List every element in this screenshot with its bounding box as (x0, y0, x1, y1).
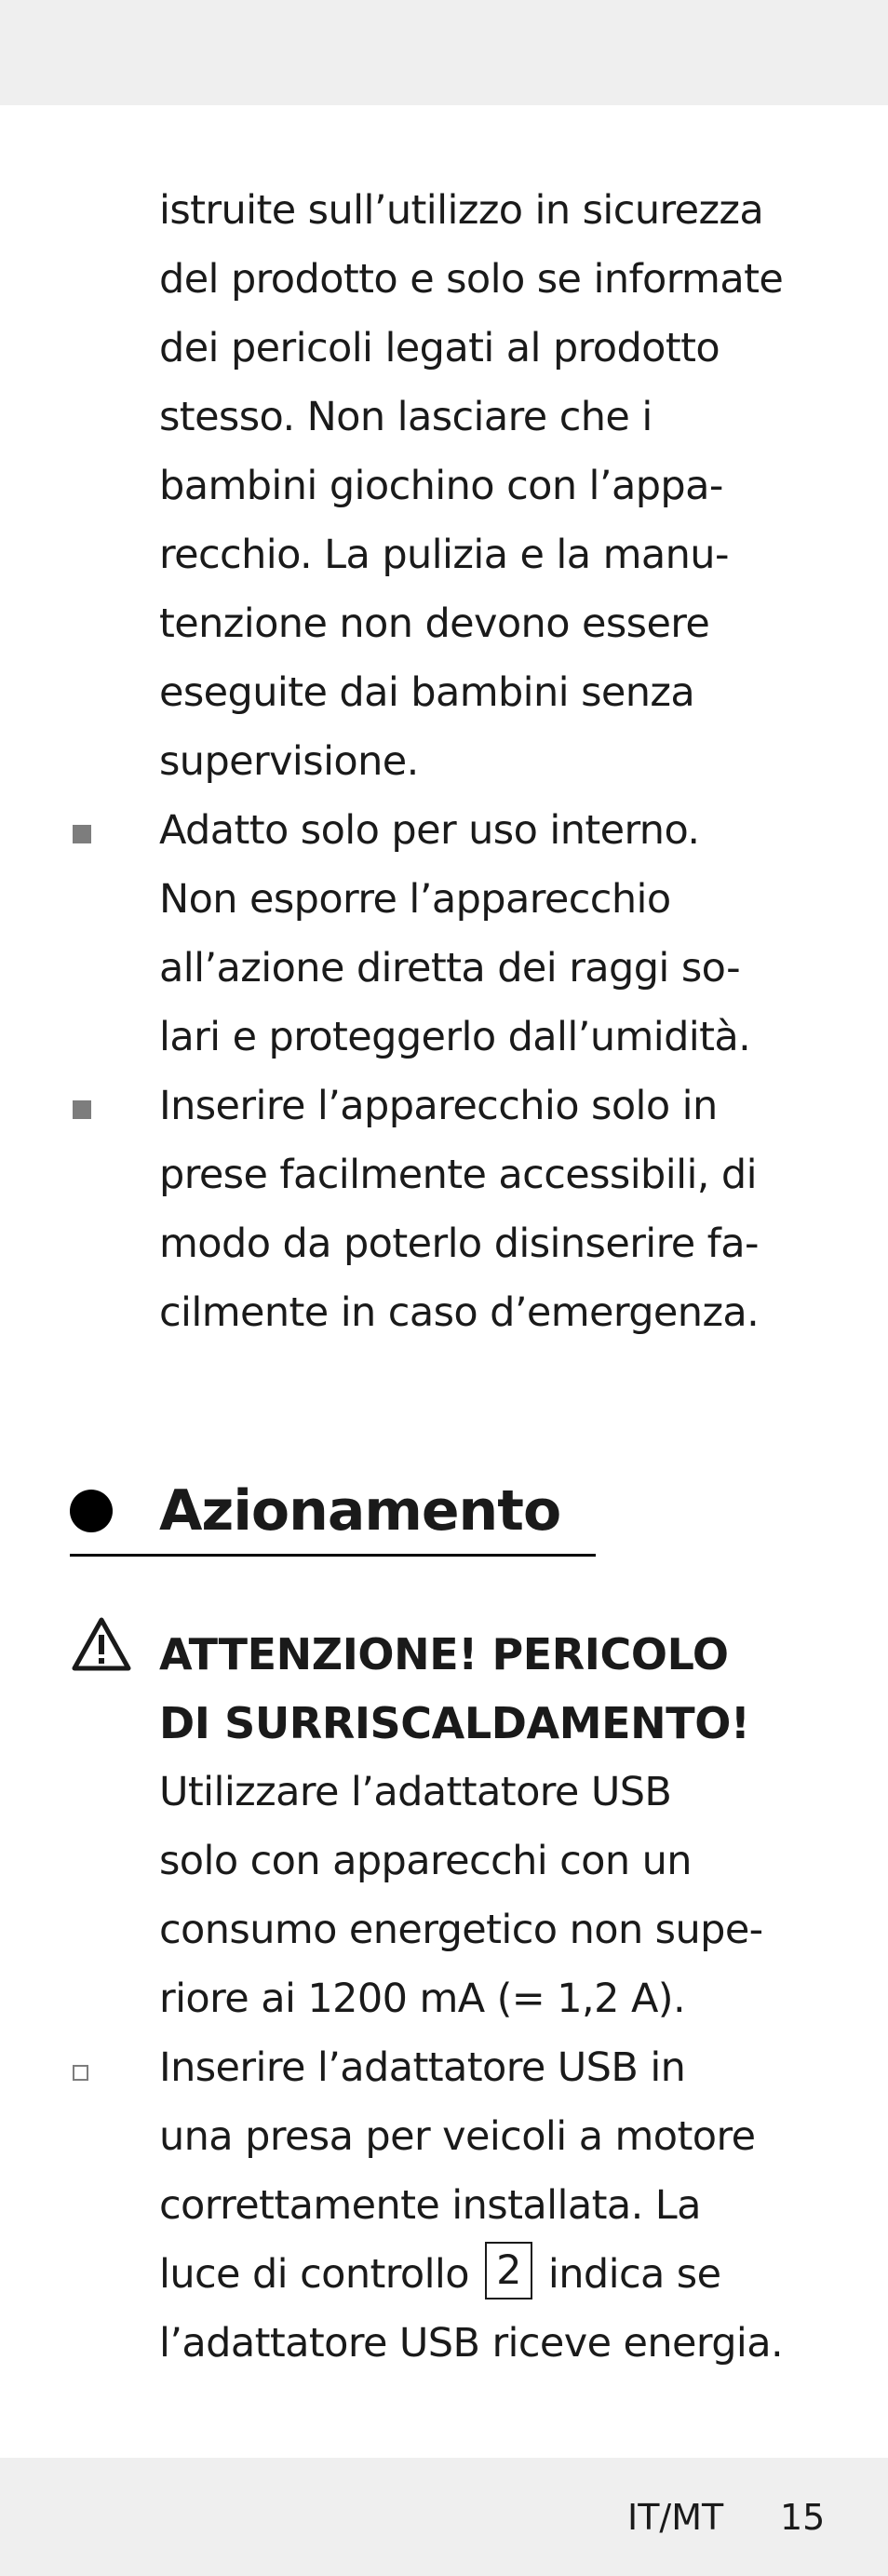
section-title: Azionamento (159, 1478, 561, 1544)
section-bullet-icon (70, 1490, 113, 1532)
text-line: modo da poterlo disinserire fa- (159, 1221, 759, 1267)
step-checkbox-icon (73, 2065, 88, 2081)
warning-heading-line: DI SURRISCALDAMENTO! (159, 1698, 750, 1748)
language-code: IT/MT (627, 2497, 724, 2538)
text-line: all’azione diretta dei raggi so- (159, 945, 741, 991)
text-line: prese facilmente accessibili, di (159, 1152, 757, 1198)
text-line: l’adattatore USB riceve energia. (159, 2320, 784, 2367)
text-line: stesso. Non lasciare che i (159, 394, 653, 440)
text-line: lari e proteggerlo dall’umidità. (159, 1014, 751, 1060)
text-line-with-ref (159, 2240, 848, 2309)
warning-triangle-icon (71, 1616, 132, 1672)
text-line: cilmente in caso d’emergenza. (159, 1289, 760, 1336)
text-line: Inserire l’apparecchio solo in (159, 1083, 718, 1129)
text-line: Adatto solo per uso interno. (159, 807, 700, 854)
bullet-item-accessible-sockets (159, 1072, 848, 1347)
bullet-square-icon (73, 1100, 91, 1119)
page-number: 15 (780, 2497, 826, 2538)
text-line: dei pericoli legati al prodotto (159, 325, 720, 371)
text-fragment: luce di controllo (159, 2251, 469, 2298)
text-line: una presa per veicoli a motore (159, 2113, 756, 2160)
text-line: tenzione non devono essere (159, 600, 710, 647)
step-insert-adapter (159, 2033, 848, 2378)
text-line: consumo energetico non supe- (159, 1907, 763, 1953)
text-line: eseguite dai bambini senza (159, 669, 695, 716)
text-line: bambini giochino con l’appa- (159, 463, 723, 509)
footer-band (0, 2458, 888, 2576)
warning-text (159, 1758, 848, 2033)
text-line: correttamente installata. La (159, 2182, 701, 2229)
bullet-square-icon (73, 825, 91, 843)
text-line: Utilizzare l’adattatore USB (159, 1769, 672, 1815)
text-line: supervisione. (159, 738, 419, 785)
warning-heading-line: ATTENZIONE! PERICOLO (159, 1629, 729, 1679)
text-line: recchio. La pulizia e la manu- (159, 532, 729, 578)
text-line: istruite sull’utilizzo in sicurezza (159, 187, 764, 234)
text-line: del prodotto e solo se informate (159, 256, 784, 303)
text-line: solo con apparecchi con un (159, 1838, 692, 1884)
reference-number-box: 2 (485, 2242, 532, 2300)
text-line: Inserire l’adattatore USB in (159, 2044, 686, 2091)
bullet-item-indoor-use (159, 796, 848, 1072)
header-band (0, 0, 888, 105)
section-underline (70, 1554, 596, 1557)
intro-paragraph (159, 176, 848, 796)
warning-heading (159, 1620, 750, 1758)
text-line: riore ai 1200 mA (= 1,2 A). (159, 1976, 686, 2022)
text-fragment: indica se (547, 2251, 721, 2298)
text-line: Non esporre l’apparecchio (159, 876, 671, 923)
